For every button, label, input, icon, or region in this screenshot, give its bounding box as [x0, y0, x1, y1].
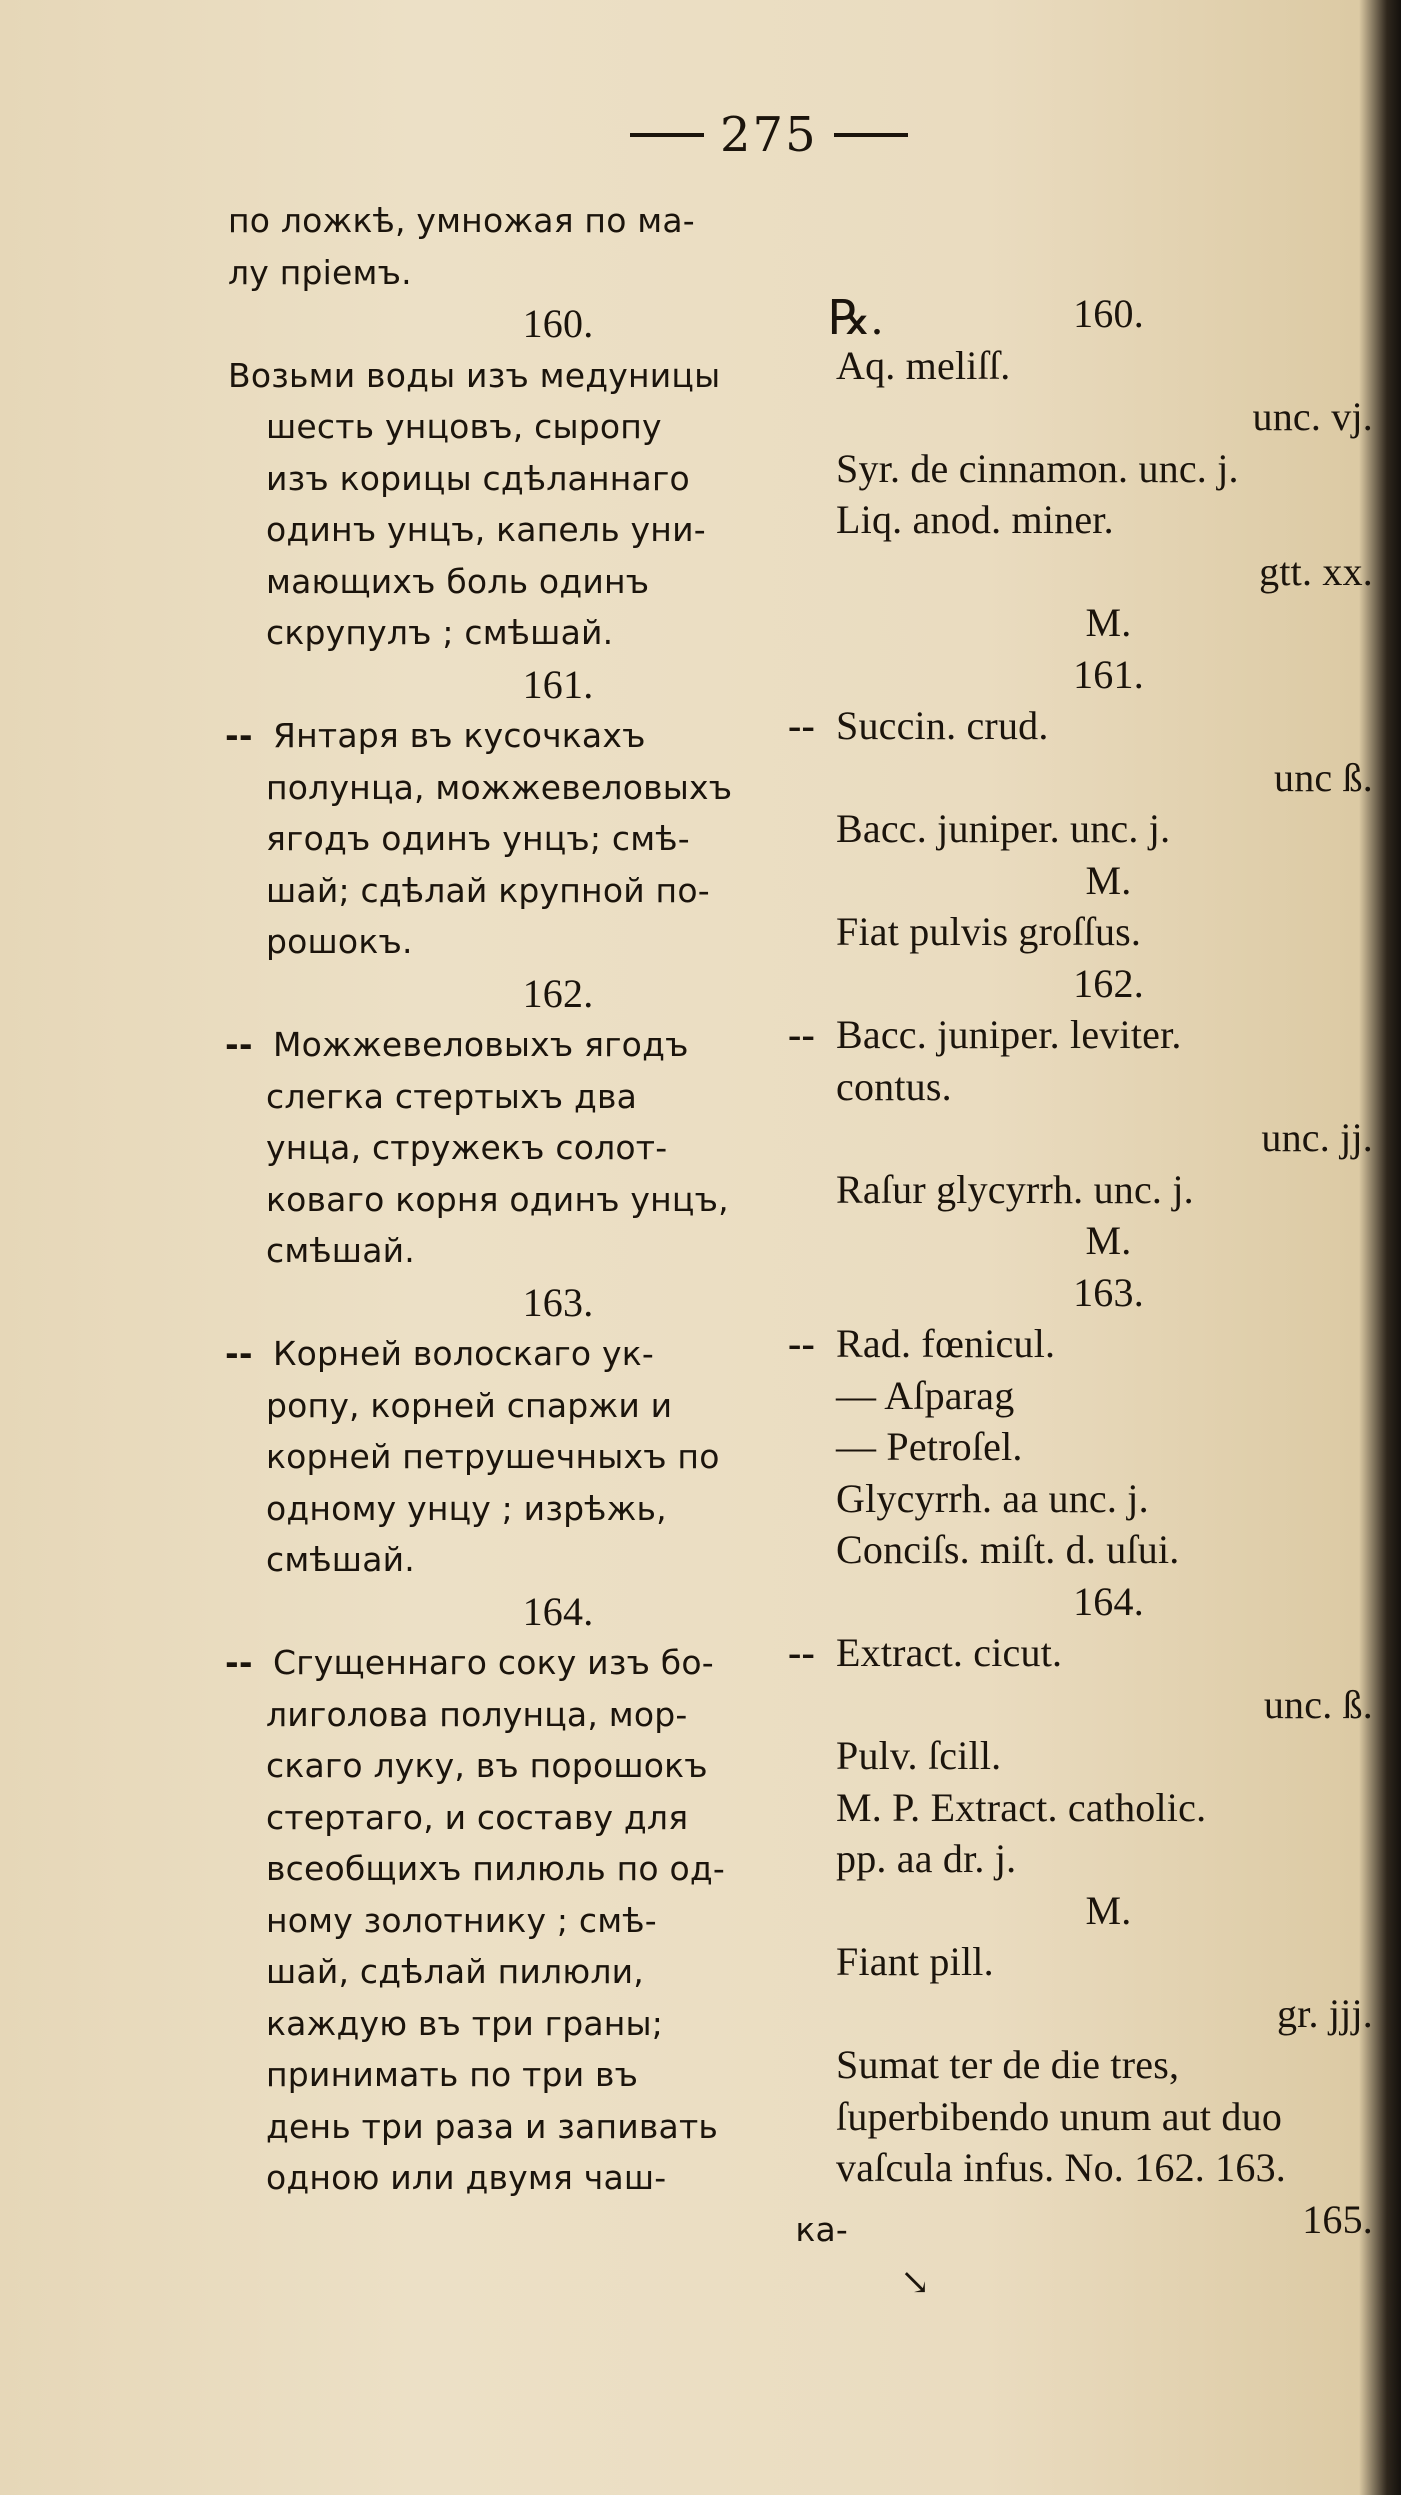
- latin-text-line: [788, 1009, 1381, 1061]
- latin-text-line: [836, 546, 1381, 598]
- russian-text-line-text: изъ корицы сдѣланнаго: [266, 458, 690, 498]
- russian-text-line: [228, 401, 848, 453]
- russian-text-line-text: принимать по три въ: [266, 2055, 639, 2094]
- latin-text-line-text: unc. jj.: [1261, 1115, 1373, 1160]
- latin-text-line: [788, 1627, 1381, 1679]
- russian-text-line: [228, 2152, 848, 2204]
- russian-text-line-text: Сгущеннаго соку изъ бо-: [273, 1643, 714, 1682]
- russian-text-line-text: ка-: [795, 2209, 848, 2249]
- russian-text-line: [228, 1895, 848, 1947]
- footer-mark: ↘: [900, 2262, 931, 2303]
- rx-symbol: ℞.: [828, 292, 884, 345]
- entry-dash-mark: --: [225, 1334, 253, 1373]
- latin-text-line-text: Liq. anod. miner.: [836, 497, 1114, 542]
- russian-text-line-text: 163.: [522, 1279, 594, 1325]
- russian-text-line: [228, 1843, 848, 1895]
- latin-text-line-text: M.: [1085, 1887, 1132, 1933]
- latin-text-line: [836, 288, 1381, 340]
- russian-text-line: [228, 1792, 848, 1844]
- russian-text-line: [228, 504, 848, 556]
- latin-text-line-text: ſuperbibendo unum aut duo: [836, 2093, 1283, 2139]
- latin-text-line: [836, 597, 1381, 649]
- latin-text-line-text: Bacc. juniper. leviter.: [836, 1012, 1182, 1057]
- latin-text-line: [836, 443, 1381, 495]
- russian-text-line: [228, 350, 848, 402]
- russian-text-line-text: слегка стертыхъ два: [266, 1076, 638, 1116]
- latin-text-line-text: M. P. Extract. catholic.: [836, 1784, 1207, 1830]
- latin-text-line: [836, 855, 1381, 907]
- latin-text-line-text: unc. vj.: [1252, 394, 1373, 439]
- russian-text-line: [228, 607, 848, 659]
- header-dash-right: [834, 133, 908, 137]
- latin-text-line: [836, 1782, 1381, 1834]
- russian-text-line-text: смѣшай.: [266, 1231, 415, 1270]
- russian-text-line-text: Можжевеловыхъ ягодъ: [273, 1025, 689, 1064]
- russian-text-line: [228, 1174, 848, 1226]
- russian-text-line: [228, 865, 848, 917]
- russian-text-line-text: день три раза и запивать: [266, 2106, 719, 2146]
- latin-text-line: [836, 958, 1381, 1010]
- russian-text-line: [228, 1380, 848, 1432]
- russian-text-line: [228, 762, 848, 814]
- russian-text-line-text: коваго корня одинъ унцъ,: [266, 1179, 729, 1219]
- russian-text-line-text: лиголова полунца, мор-: [266, 1694, 688, 1734]
- russian-text-line: [228, 195, 848, 247]
- russian-text-line-text: одною или двумя чаш-: [266, 2158, 667, 2197]
- russian-text-line-text: скаго луку, въ порошокъ: [266, 1746, 708, 1785]
- latin-text-line: [836, 1370, 1381, 1422]
- latin-text-line: [836, 494, 1381, 546]
- latin-text-line-text: Aq. meliſſ.: [836, 342, 1011, 388]
- latin-text-line-text: Fiant pill.: [836, 1939, 994, 1984]
- latin-text-line: [836, 2194, 1381, 2246]
- russian-text-line-text: по ложкѣ, умножая по ма-: [228, 201, 695, 240]
- russian-text-line: [228, 1071, 848, 1123]
- latin-text-line: [836, 1730, 1381, 1782]
- russian-text-line-text: одинъ унцъ, капель уни-: [266, 510, 706, 549]
- latin-text-line-text: 165.: [1302, 2196, 1373, 2242]
- russian-text-line: [228, 2049, 848, 2101]
- russian-text-line-text: ному золотнику ; смѣ-: [266, 1900, 657, 1940]
- latin-text-line-text: pp. aa dr. j.: [836, 1836, 1017, 1881]
- russian-text-line-text: Возьми воды изъ медуницы: [228, 355, 721, 395]
- russian-text-line: [228, 1946, 848, 1998]
- russian-text-line: [228, 247, 848, 299]
- latin-text-line: [788, 700, 1381, 752]
- russian-text-line: [228, 453, 848, 505]
- russian-text-line-text: 161.: [522, 661, 594, 707]
- latin-text-line-text: 163.: [1073, 1269, 1144, 1315]
- latin-text-line-text: Succin. crud.: [836, 703, 1049, 748]
- russian-text-line-text: лу прiемъ.: [228, 252, 412, 292]
- russian-text-line-text: каждую въ три граны;: [266, 2003, 664, 2043]
- latin-text-line-text: 160.: [1073, 291, 1144, 336]
- russian-text-line: [228, 659, 848, 711]
- latin-text-line-text: gr. jjj.: [1276, 1990, 1373, 2036]
- latin-text-line: [836, 2039, 1381, 2091]
- latin-text-line: [836, 391, 1381, 443]
- latin-text-line: [836, 906, 1381, 958]
- russian-text-line-text: полунца, можжевеловыхъ: [266, 767, 733, 807]
- latin-text-line-text: Pulv. ſcill.: [836, 1733, 1002, 1778]
- russian-text-line: [228, 1277, 848, 1329]
- latin-text-line-text: vaſcula infus. No. 162. 163.: [836, 2145, 1286, 2190]
- latin-text-line: [836, 1061, 1381, 1113]
- latin-text-line-text: 162.: [1073, 960, 1144, 1006]
- russian-text-line-text: мающихъ боль одинъ: [266, 561, 650, 601]
- entry-dash-mark: --: [788, 1012, 816, 1057]
- russian-text-line: [228, 1586, 848, 1638]
- latin-text-line: [836, 1473, 1381, 1525]
- latin-text-line-text: M.: [1085, 600, 1132, 645]
- entry-dash-mark: --: [225, 716, 253, 755]
- russian-text-line-text: 164.: [522, 1588, 594, 1634]
- russian-text-line-text: 160.: [522, 301, 594, 346]
- russian-text-line: [225, 1328, 848, 1380]
- russian-text-line: [228, 298, 848, 350]
- russian-text-line: [228, 2101, 848, 2153]
- latin-text-line: [836, 752, 1381, 804]
- latin-text-line-text: — Petroſel.: [836, 1424, 1023, 1469]
- entry-dash-mark: --: [225, 1025, 253, 1064]
- latin-text-line-text: Glycyrrh. aa unc. j.: [836, 1475, 1149, 1521]
- russian-text-line-text: ягодъ одинъ унцъ; смѣ-: [266, 819, 690, 858]
- russian-text-line: [228, 1225, 848, 1277]
- latin-text-line-text: — Aſparag: [836, 1372, 1015, 1418]
- latin-text-line: [836, 1267, 1381, 1319]
- latin-text-line: [836, 649, 1381, 701]
- latin-text-line: [836, 1885, 1381, 1937]
- latin-text-line: [836, 1215, 1381, 1267]
- latin-text-line-text: gtt. xx.: [1259, 548, 1373, 594]
- russian-text-line-text: шесть унцовъ, сыропу: [266, 407, 662, 446]
- latin-text-line: [836, 340, 1381, 392]
- latin-text-line-text: M.: [1085, 857, 1132, 903]
- russian-text-line-text: шай; сдѣлай крупной по-: [266, 870, 710, 910]
- russian-text-line-text: одному унцу ; изрѣжь,: [266, 1488, 667, 1528]
- russian-text-line-text: шай, сдѣлай пилюли,: [266, 1952, 644, 1991]
- russian-text-line: [228, 1998, 848, 2050]
- header-dash-left: [630, 133, 704, 137]
- latin-text-line: [836, 1576, 1381, 1628]
- latin-text-line-text: Extract. cicut.: [836, 1630, 1063, 1675]
- russian-text-line-text: рошокъ.: [266, 922, 413, 961]
- latin-text-line: [836, 1833, 1381, 1885]
- latin-text-line-text: Syr. de cinnamon. unc. j.: [836, 445, 1239, 491]
- page-header: [630, 105, 1030, 165]
- russian-text-line-text: стертаго, и составу для: [266, 1797, 689, 1837]
- russian-text-line: [228, 1431, 848, 1483]
- russian-text-line-text: Корней волоскаго ук-: [273, 1334, 654, 1373]
- latin-text-line: [836, 1936, 1381, 1988]
- russian-text-line: [228, 1122, 848, 1174]
- russian-text-line-text: унца, стружекъ солот-: [266, 1128, 668, 1167]
- latin-text-line: [836, 1164, 1381, 1216]
- latin-text-line: [836, 803, 1381, 855]
- russian-text-line-text: всеобщихъ пилюль по од-: [266, 1849, 725, 1888]
- russian-text-line: [228, 916, 848, 968]
- latin-text-line-text: Conciſs. miſt. d. uſui.: [836, 1527, 1180, 1572]
- entry-dash-mark: --: [788, 703, 816, 748]
- russian-text-line-text: смѣшай.: [266, 1540, 415, 1579]
- russian-text-line: [228, 813, 848, 865]
- latin-text-line: [788, 1318, 1381, 1370]
- russian-text-line-text: Янтаря въ кусочкахъ: [273, 716, 646, 755]
- latin-text-line-text: unc. ß.: [1263, 1681, 1373, 1727]
- latin-text-line-text: 161.: [1073, 651, 1144, 697]
- latin-text-line-text: M.: [1085, 1218, 1132, 1263]
- latin-text-line: [836, 1421, 1381, 1473]
- russian-text-line: [228, 1483, 848, 1535]
- latin-text-line-text: Fiat pulvis groſſus.: [836, 909, 1142, 954]
- russian-text-line: [225, 1637, 848, 1689]
- latin-text-line: [836, 1679, 1381, 1731]
- russian-text-line: [228, 2204, 848, 2256]
- russian-text-line: [225, 710, 848, 762]
- russian-text-line: [228, 1740, 848, 1792]
- latin-text-line-text: Raſur glycyrrh. unc. j.: [836, 1166, 1194, 1212]
- latin-text-line-text: Bacc. juniper. unc. j.: [836, 806, 1171, 851]
- russian-text-line-text: ропу, корней спаржи и: [266, 1385, 673, 1425]
- russian-text-line-text: корней петрушечныхъ по: [266, 1437, 720, 1476]
- russian-text-line: [225, 1019, 848, 1071]
- latin-text-line: [836, 1112, 1381, 1164]
- latin-text-line-text: Rad. fœnicul.: [836, 1321, 1056, 1366]
- latin-text-line-text: unc ß.: [1274, 754, 1373, 800]
- latin-text-line-text: contus.: [836, 1063, 952, 1109]
- russian-text-line: [228, 556, 848, 608]
- latin-text-line-text: 164.: [1073, 1578, 1144, 1624]
- russian-text-line: [228, 1689, 848, 1741]
- russian-text-line-text: скрупулъ ; смѣшай.: [266, 613, 614, 652]
- entry-dash-mark: --: [788, 1321, 816, 1366]
- latin-text-line: [836, 2142, 1381, 2194]
- latin-text-line: [836, 1524, 1381, 1576]
- latin-text-line: [836, 2091, 1381, 2143]
- russian-column: [225, 195, 848, 2255]
- russian-text-line: [228, 1534, 848, 1586]
- entry-dash-mark: --: [788, 1630, 816, 1675]
- entry-dash-mark: --: [225, 1643, 253, 1682]
- russian-text-line: [228, 968, 848, 1020]
- russian-text-line-text: 162.: [522, 970, 594, 1016]
- latin-text-line-text: Sumat ter de die tres,: [836, 2042, 1180, 2087]
- latin-text-line: [836, 1988, 1381, 2040]
- page-number: 275: [720, 107, 818, 163]
